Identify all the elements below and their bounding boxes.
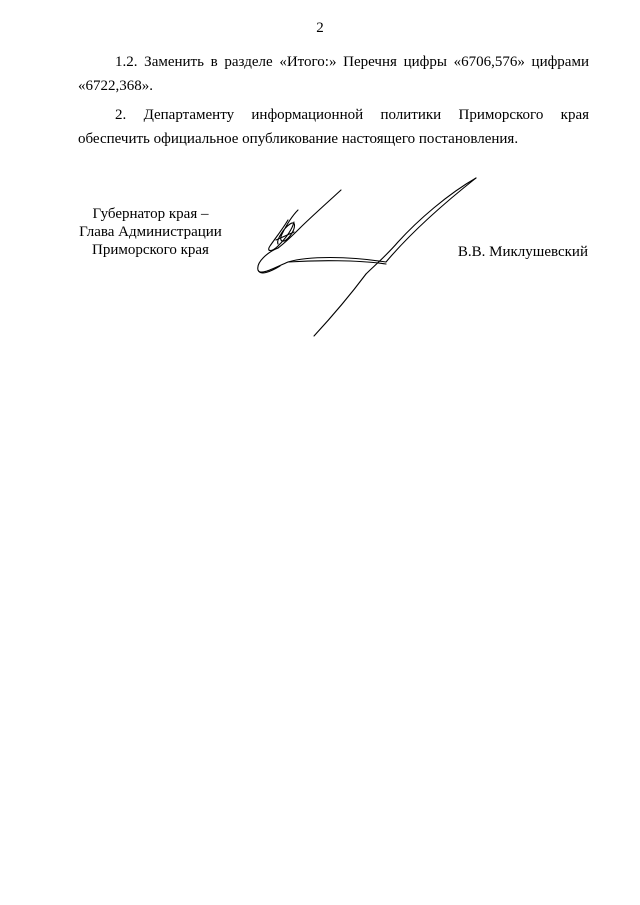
signer-name: В.В. Миклушевский <box>457 244 588 260</box>
page-number: 2 <box>316 20 324 36</box>
handwritten-signature <box>248 170 488 345</box>
paragraph-2: 2. Департаменту информационной политики Приморского края обеспечить официальное опубликование настоящего постановления. <box>78 107 589 147</box>
signatory-title-line: Губернатор края – <box>92 206 209 222</box>
signatory-title-line: Глава Администрации <box>79 224 222 240</box>
signatory-title <box>78 205 223 259</box>
signatory-title-line: Приморского края <box>92 242 209 258</box>
paragraph-1-2: 1.2. Заменить в разделе «Итого:» Перечня цифры «6706,576» цифрами «6722,368». <box>78 54 589 94</box>
